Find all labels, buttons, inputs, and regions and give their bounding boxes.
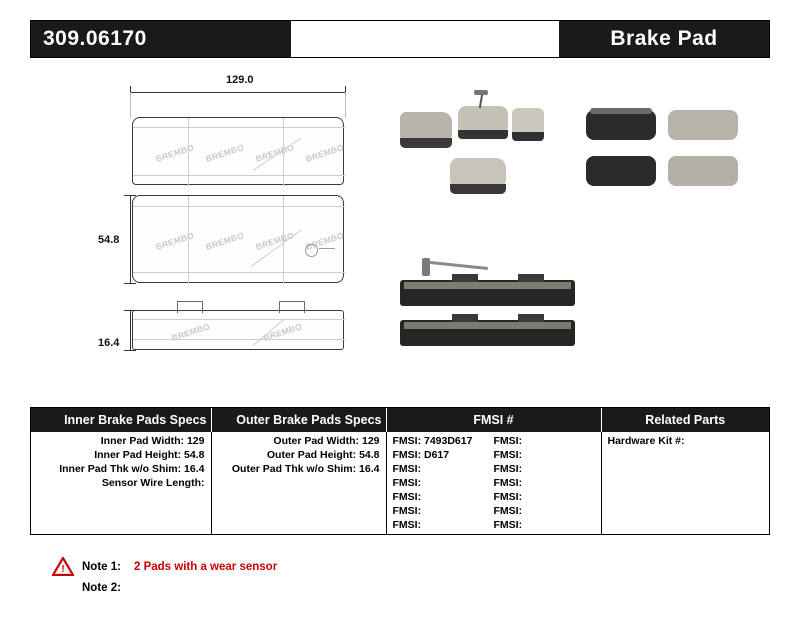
fmsi-line: FMSI: D617 xyxy=(392,449,450,461)
pad-photo-backing-plate xyxy=(458,130,508,139)
product-type-title: Brake Pad xyxy=(559,21,769,57)
spec-line: Inner Pad Height: 54.8 xyxy=(94,449,205,461)
fmsi-line: FMSI: xyxy=(493,477,523,489)
watermark-text: BREMBO xyxy=(204,142,246,164)
watermark-text: BREMBO xyxy=(304,142,346,164)
fmsi-line: FMSI: xyxy=(392,491,422,503)
dimension-tick-bottom-thk xyxy=(124,350,136,351)
fmsi-line: FMSI: xyxy=(392,505,422,517)
dimension-tick-bottom xyxy=(124,283,136,284)
note-1-value: 2 Pads with a wear sensor xyxy=(134,560,278,573)
pad-photo-ear xyxy=(452,274,478,282)
pad-photo-friction-face xyxy=(668,110,738,140)
specs-table xyxy=(31,408,769,534)
watermark-text: BREMBO xyxy=(262,321,304,343)
part-number: 309.06170 xyxy=(31,21,291,57)
fmsi-column-right xyxy=(494,434,595,532)
spec-spacer xyxy=(37,490,205,504)
pad-photo-friction-band xyxy=(404,322,571,329)
extension-line-left xyxy=(130,92,131,118)
fmsi-line: FMSI: xyxy=(392,463,422,475)
watermark-text: BREMBO xyxy=(254,230,296,252)
fmsi-line: FMSI: xyxy=(392,519,422,531)
pad-photo-backing-plate xyxy=(586,110,656,140)
spec-line: Sensor Wire Length: xyxy=(101,477,205,489)
pad-photo-backing-plate xyxy=(400,138,452,148)
note-row-1 xyxy=(52,556,552,577)
pad-photo-backing-plate xyxy=(586,156,656,186)
pad-photo-friction-face xyxy=(668,156,738,186)
fmsi-line: FMSI: xyxy=(493,519,523,531)
note-2-label: Note 2: xyxy=(82,581,121,594)
pad-detail-line xyxy=(133,272,345,273)
dimension-line-height xyxy=(130,195,131,283)
watermark-text: BREMBO xyxy=(254,142,296,164)
fmsi-cell xyxy=(386,432,601,534)
fmsi-line: FMSI: xyxy=(493,505,523,517)
watermark-text: BREMBO xyxy=(154,142,196,164)
sensor-hole-detail xyxy=(305,244,318,257)
outer-specs-cell xyxy=(211,432,386,534)
watermark-text: BREMBO xyxy=(170,321,212,343)
pad-detail-line xyxy=(133,319,345,320)
pad-photo-edge-highlight xyxy=(590,108,652,114)
note-1-label: Note 1: xyxy=(82,560,121,573)
pad-photo-ear xyxy=(518,274,544,282)
pad-detail-line xyxy=(133,339,345,340)
table-header-row xyxy=(31,408,769,432)
column-header-related-parts: Related Parts xyxy=(601,408,769,432)
pad-photo-backing-plate xyxy=(450,184,506,194)
spec-line: Inner Pad Thk w/o Shim: 16.4 xyxy=(59,463,205,475)
column-header-fmsi: FMSI # xyxy=(386,408,601,432)
dimension-line-width xyxy=(130,92,345,93)
pad-photo-friction-band xyxy=(404,282,571,289)
technical-drawing-area xyxy=(30,62,770,392)
brake-pad-edge-photo-set xyxy=(400,258,580,368)
fmsi-line: FMSI: xyxy=(493,463,523,475)
wear-sensor-clip-photo xyxy=(474,90,488,95)
spec-line: Outer Pad Height: 54.8 xyxy=(266,449,380,461)
spec-spacer xyxy=(37,504,205,518)
column-header-inner-specs: Inner Brake Pads Specs xyxy=(31,408,211,432)
dimension-label-width: 129.0 xyxy=(226,74,254,86)
fmsi-line: FMSI: xyxy=(493,435,523,447)
fmsi-line: FMSI: xyxy=(392,477,422,489)
pad-detail-line xyxy=(133,175,345,176)
pad-edge-view-drawing xyxy=(132,310,344,350)
sensor-wire-detail xyxy=(319,248,335,249)
watermark-text: BREMBO xyxy=(154,230,196,252)
fmsi-line: FMSI: xyxy=(493,491,523,503)
spec-spacer xyxy=(37,518,205,532)
related-parts-cell xyxy=(601,432,769,534)
dimension-label-thickness: 16.4 xyxy=(98,337,120,349)
fmsi-line: FMSI: 7493D617 xyxy=(392,435,473,447)
brake-pad-photo-set-right xyxy=(586,100,746,196)
pad-photo-backing-plate xyxy=(512,132,544,141)
fmsi-line: FMSI: xyxy=(493,449,523,461)
fmsi-column-left xyxy=(393,434,494,532)
svg-text:!: ! xyxy=(61,564,65,575)
table-body-row xyxy=(31,432,769,534)
pad-photo-ear xyxy=(518,314,544,322)
inner-pad-drawing xyxy=(132,117,344,185)
pad-detail-line xyxy=(133,127,345,128)
dimension-line-thickness xyxy=(130,310,131,350)
column-header-outer-specs: Outer Brake Pads Specs xyxy=(211,408,386,432)
note-row-2 xyxy=(52,577,552,598)
sheet-header xyxy=(30,20,770,58)
specifications-table xyxy=(30,407,770,535)
outer-pad-drawing xyxy=(132,195,344,283)
spec-line: Outer Pad Width: 129 xyxy=(273,435,380,447)
dimension-label-height: 54.8 xyxy=(98,234,120,246)
pad-detail-line xyxy=(133,206,345,207)
warning-triangle-icon xyxy=(52,557,74,576)
notes-section xyxy=(52,556,552,598)
wear-sensor-wire-photo xyxy=(430,261,488,270)
brake-pad-photo-set-left xyxy=(398,100,543,196)
pad-ear-detail xyxy=(279,301,305,313)
wear-sensor-bracket-photo xyxy=(422,258,430,276)
pad-ear-detail xyxy=(177,301,203,313)
spec-line: Outer Pad Thk w/o Shim: 16.4 xyxy=(231,463,380,475)
related-part-line: Hardware Kit #: xyxy=(607,435,685,447)
inner-specs-cell xyxy=(31,432,211,534)
pad-photo-ear xyxy=(452,314,478,322)
note-2-icon-spacer xyxy=(52,578,74,597)
watermark-text: BREMBO xyxy=(204,230,246,252)
spec-line: Inner Pad Width: 129 xyxy=(100,435,205,447)
header-spacer xyxy=(291,21,559,57)
extension-line-right xyxy=(345,92,346,118)
watermark-text: BREMBO xyxy=(304,230,346,252)
